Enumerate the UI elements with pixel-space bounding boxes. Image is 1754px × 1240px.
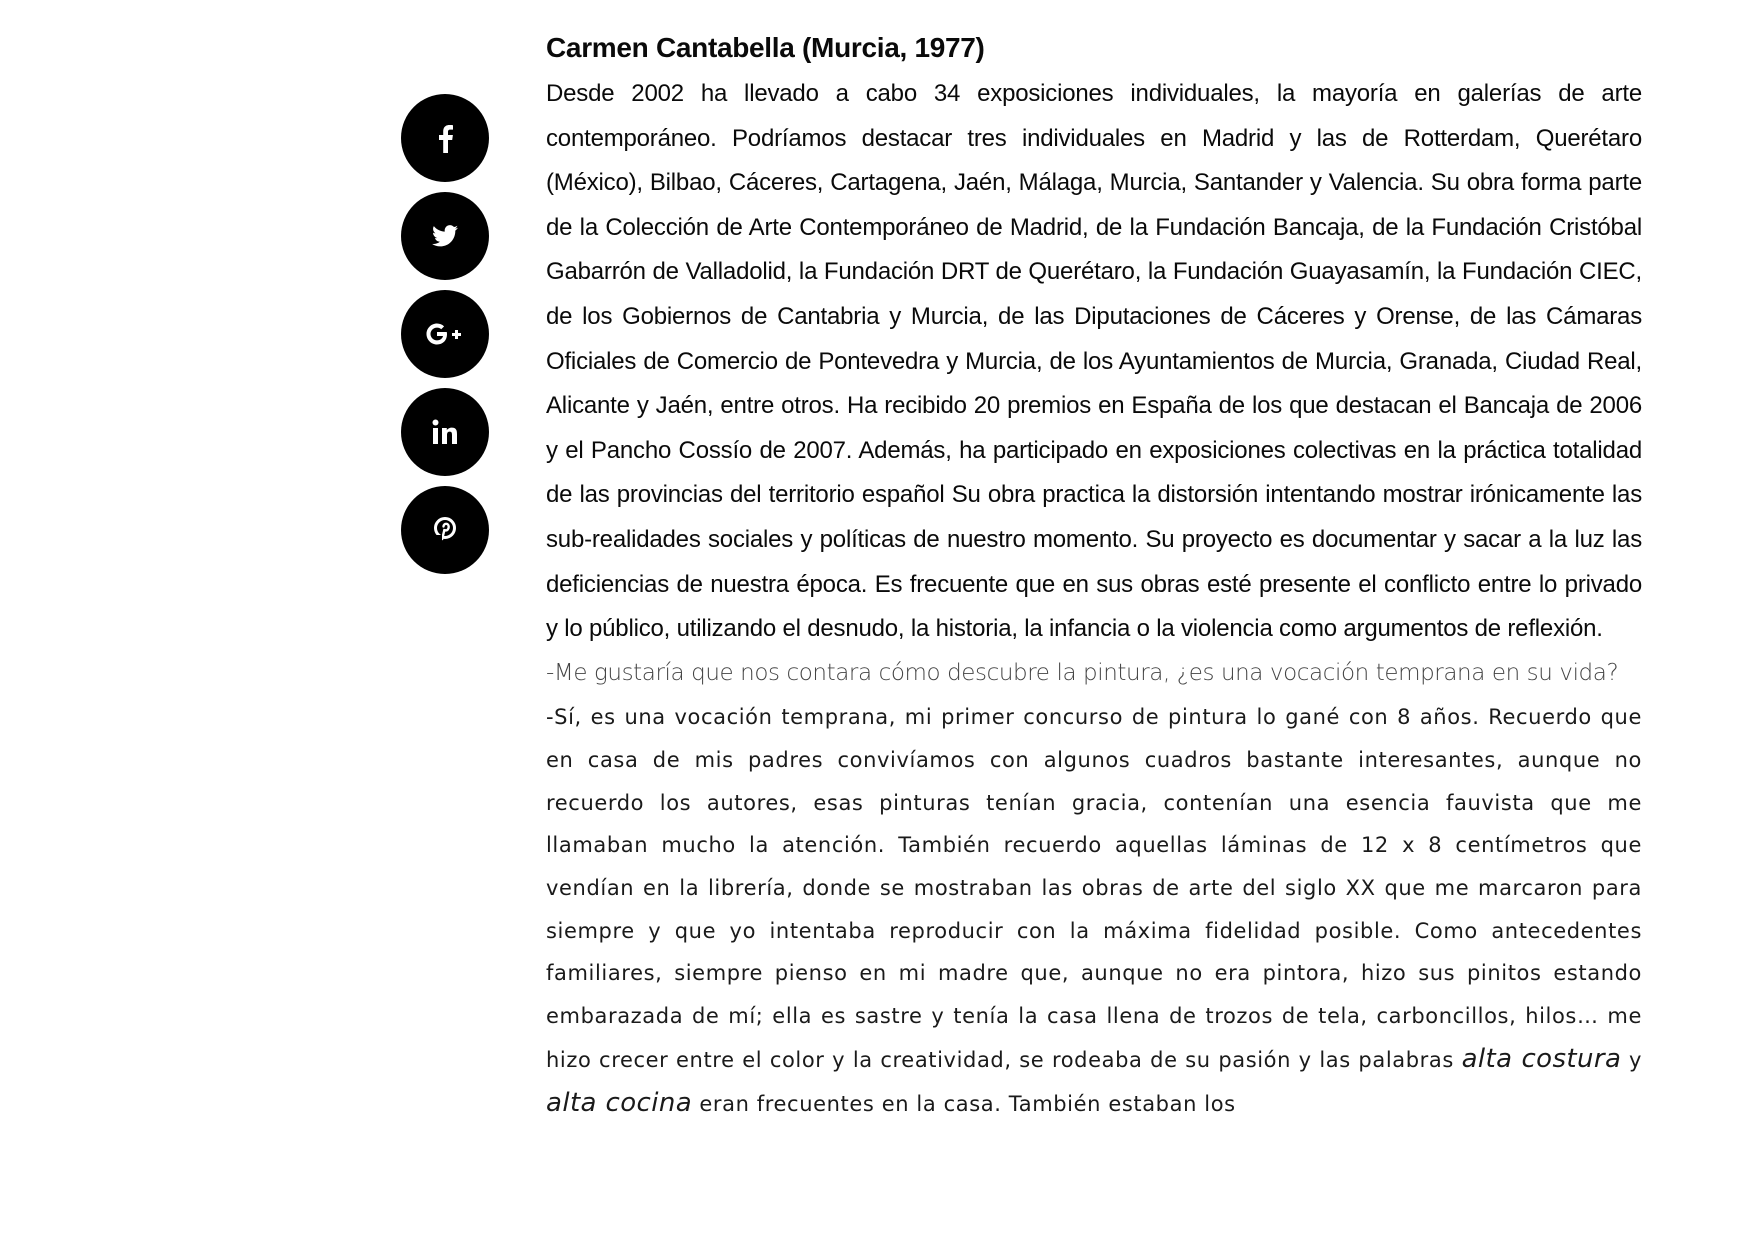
answer-emphasis-alta-costura: alta costura bbox=[1461, 1043, 1622, 1074]
share-twitter-button[interactable] bbox=[401, 192, 489, 280]
interview-question: -Me gustaría que nos contara cómo descubre la pintura, ¿es una vocación temprana en su vida? bbox=[546, 659, 1619, 686]
answer-emphasis-alta-cocina: alta cocina bbox=[546, 1087, 693, 1118]
facebook-icon bbox=[436, 123, 454, 153]
answer-text-part-2: y bbox=[1621, 1047, 1642, 1072]
google-plus-icon bbox=[426, 323, 464, 345]
answer-text-part-3: eran frecuentes en la casa. También estaban los bbox=[692, 1091, 1236, 1116]
twitter-icon bbox=[432, 225, 458, 247]
artist-heading: Carmen Cantabella (Murcia, 1977) bbox=[546, 32, 985, 63]
pinterest-icon bbox=[433, 517, 457, 543]
interview-answer bbox=[546, 696, 1642, 1125]
share-pinterest-button[interactable] bbox=[401, 486, 489, 574]
linkedin-icon bbox=[432, 419, 458, 445]
artist-bio-paragraph: Desde 2002 ha llevado a cabo 34 exposiciones individuales, la mayoría en galerías de arte contemporáneo. Podríamos destacar tres individuales en Madrid y las de Rotterdam, Querétaro (México), Bilbao, Cáceres, Cartagena, Jaén, Málaga, Murcia, Santander y Valencia. Su obra forma parte de la Colección de Arte Contemporáneo de Madrid, de la Fundación Bancaja, de la Fundación Cristóbal Gabarrón de Valladolid, la Fundación DRT de Querétaro, la Fundación Guayasamín, la Fundación CIEC, de los Gobiernos de Cantabria y Murcia, de las Diputaciones de Cáceres y Orense, de las Cámaras Oficiales de Comercio de Pontevedra y Murcia, de los Ayuntamientos de Murcia, Granada, Ciudad Real, Alicante y Jaén, entre otros. Ha recibido 20 premios en España de los que destacan el Bancaja de 2006 y el Pancho Cossío de 2007. Además, ha participado en exposiciones colectivas en la práctica totalidad de las provincias del territorio español Su obra practica la distorsión intentando mostrar irónicamente las sub-realidades sociales y políticas de nuestro momento. Su proyecto es documentar y sacar a la luz las deficiencias de nuestra época. Es frecuente que en sus obras esté presente el conflicto entre lo privado y lo público, utilizando el desnudo, la historia, la infancia o la violencia como argumentos de reflexión. bbox=[546, 80, 1642, 643]
share-linkedin-button[interactable] bbox=[401, 388, 489, 476]
answer-text-part-1: -Sí, es una vocación temprana, mi primer concurso de pintura lo gané con 8 años. Recuerdo que en casa de mis padres convivíamos con algunos cuadros bastante interesantes, aunque no recuerdo los autores, esas pinturas tenían gracia, contenían una esencia fauvista que me llamaban mucho la atención. También recuerdo aquellas láminas de 12 x 8 centímetros que vendían en la librería, donde se mostraban las obras de arte del siglo XX que me marcaron para siempre y que yo intentaba reproducir con la máxima fidelidad posible. Como antecedentes familiares, siempre pienso en mi madre que, aunque no era pintora, hizo sus pinitos estando embarazada de mí; ella es sastre y tenía la casa llena de trozos de tela, carboncillos, hilos… me hizo crecer entre el color y la creatividad, se rodeaba de su pasión y las palabras bbox=[546, 705, 1642, 1072]
share-facebook-button[interactable] bbox=[401, 94, 489, 182]
article-body bbox=[546, 28, 1642, 1125]
share-google-plus-button[interactable] bbox=[401, 290, 489, 378]
social-share-bar bbox=[401, 94, 489, 574]
